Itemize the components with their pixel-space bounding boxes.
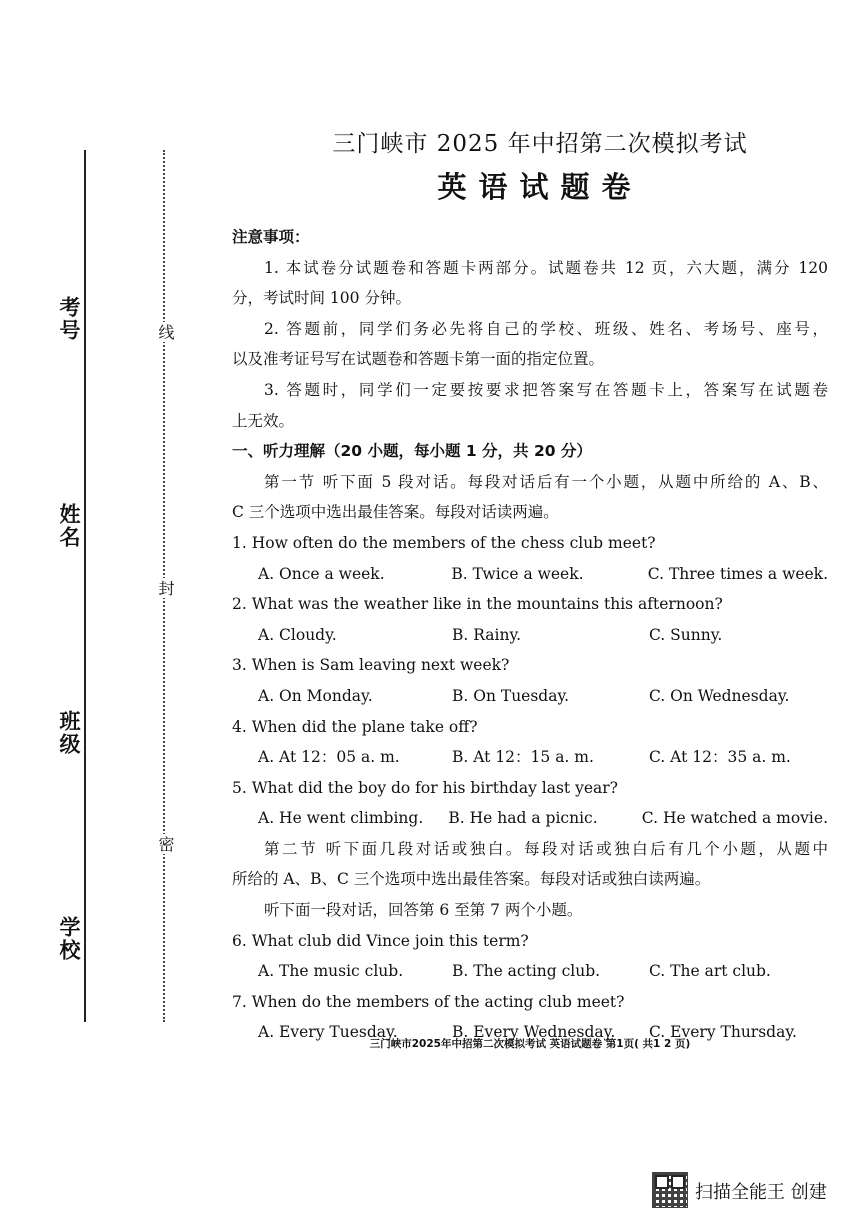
option-a: A. Once a week. — [258, 564, 385, 583]
qr-code-icon — [652, 1172, 688, 1208]
exam-title: 三门峡市 2025 年中招第二次模拟考试 — [332, 131, 748, 157]
exam-subtitle: 英语试题卷 — [437, 170, 643, 204]
exam-content — [232, 222, 828, 1048]
option-c: C. He watched a movie. — [641, 809, 828, 828]
question-1-options — [232, 559, 828, 590]
section-1-part-2-line-1: 第二节 听下面几段对话或独白。每段对话或独白后有几个小题，从题中 — [264, 839, 828, 858]
option-b: B. The acting club. — [452, 962, 601, 981]
option-a: A. On Monday. — [258, 686, 373, 705]
section-1-part-2-intro: 听下面一段对话，回答第 6 至第 7 两个小题。 — [264, 901, 583, 920]
page-footer: 三门峡市2025年中招第二次模拟考试 英语试题卷 第1页( 共1 2 页) — [369, 1038, 691, 1050]
option-b: B. Every Wednesday. — [452, 1023, 616, 1042]
section-1-part-2-line-2: 所给的 A、B、C 三个选项中选出最佳答案。每段对话或独白读两遍。 — [232, 870, 711, 889]
option-b: B. Twice a week. — [451, 564, 584, 583]
margin-mark-seal: 封 — [156, 580, 175, 596]
option-b: B. On Tuesday. — [452, 686, 570, 705]
binding-solid-line — [84, 150, 86, 1022]
section-1-part-1-line-2: C 三个选项中选出最佳答案。每段对话读两遍。 — [232, 503, 559, 522]
question-4-options — [232, 742, 828, 773]
question-1: 1. How often do the members of the chess club meet? — [232, 533, 656, 552]
option-c: C. Three times a week. — [647, 564, 828, 583]
option-c: C. At 12：35 a. m. — [649, 748, 791, 767]
option-c: C. On Wednesday. — [649, 686, 790, 705]
section-1-part-1-line-1: 第一节 听下面 5 段对话。每段对话后有一个小题，从题中所给的 A、B、 — [264, 472, 828, 491]
option-a: A. At 12：05 a. m. — [258, 748, 400, 767]
notice-item-3-line-2: 上无效。 — [232, 411, 295, 430]
option-c: C. Every Thursday. — [649, 1023, 797, 1042]
margin-label-school: 学校 — [57, 916, 81, 962]
margin-label-exam-number: 考号 — [57, 296, 81, 342]
option-a: A. Every Tuesday. — [258, 1023, 398, 1042]
question-3-options — [232, 681, 828, 712]
option-c: C. The art club. — [649, 962, 771, 981]
notice-item-3-line-1: 3. 答题时，同学们一定要按要求把答案写在答题卡上，答案写在试题卷 — [264, 380, 828, 399]
option-b: B. He had a picnic. — [448, 809, 598, 828]
margin-label-name: 姓名 — [57, 503, 81, 549]
option-a: A. He went climbing. — [258, 809, 424, 828]
question-2: 2. What was the weather like in the mountains this afternoon? — [232, 595, 723, 614]
option-b: B. At 12：15 a. m. — [452, 748, 594, 767]
question-2-options — [232, 620, 828, 651]
notice-item-2-line-1: 2. 答题前，同学们务必先将自己的学校、班级、姓名、考场号、座号， — [264, 319, 828, 338]
question-3: 3. When is Sam leaving next week? — [232, 656, 510, 675]
scanner-watermark-text: 扫描全能王 创建 — [695, 1182, 827, 1203]
question-6: 6. What club did Vince join this term? — [232, 931, 529, 950]
notice-heading: 注意事项： — [232, 228, 310, 246]
option-a: A. Cloudy. — [258, 625, 337, 644]
question-6-options — [232, 956, 828, 987]
option-b: B. Rainy. — [452, 625, 522, 644]
option-a: A. The music club. — [258, 962, 404, 981]
margin-mark-secret: 密 — [156, 836, 175, 852]
question-5: 5. What did the boy do for his birthday last year? — [232, 778, 618, 797]
question-4: 4. When did the plane take off? — [232, 717, 478, 736]
section-1-heading: 一、听力理解（20 小题，每小题 1 分，共 20 分） — [232, 442, 592, 461]
question-7: 7. When do the members of the acting club meet? — [232, 992, 625, 1011]
notice-item-1-line-2: 分，考试时间 100 分钟。 — [232, 289, 411, 308]
margin-mark-line: 线 — [156, 324, 175, 340]
margin-label-class: 班级 — [57, 710, 81, 756]
question-5-options — [232, 803, 828, 834]
option-c: C. Sunny. — [649, 625, 723, 644]
notice-item-2-line-2: 以及准考证号写在试题卷和答题卡第一面的指定位置。 — [232, 350, 605, 369]
notice-item-1-line-1: 1. 本试卷分试题卷和答题卡两部分。试题卷共 12 页，六大题，满分 120 — [264, 258, 828, 277]
